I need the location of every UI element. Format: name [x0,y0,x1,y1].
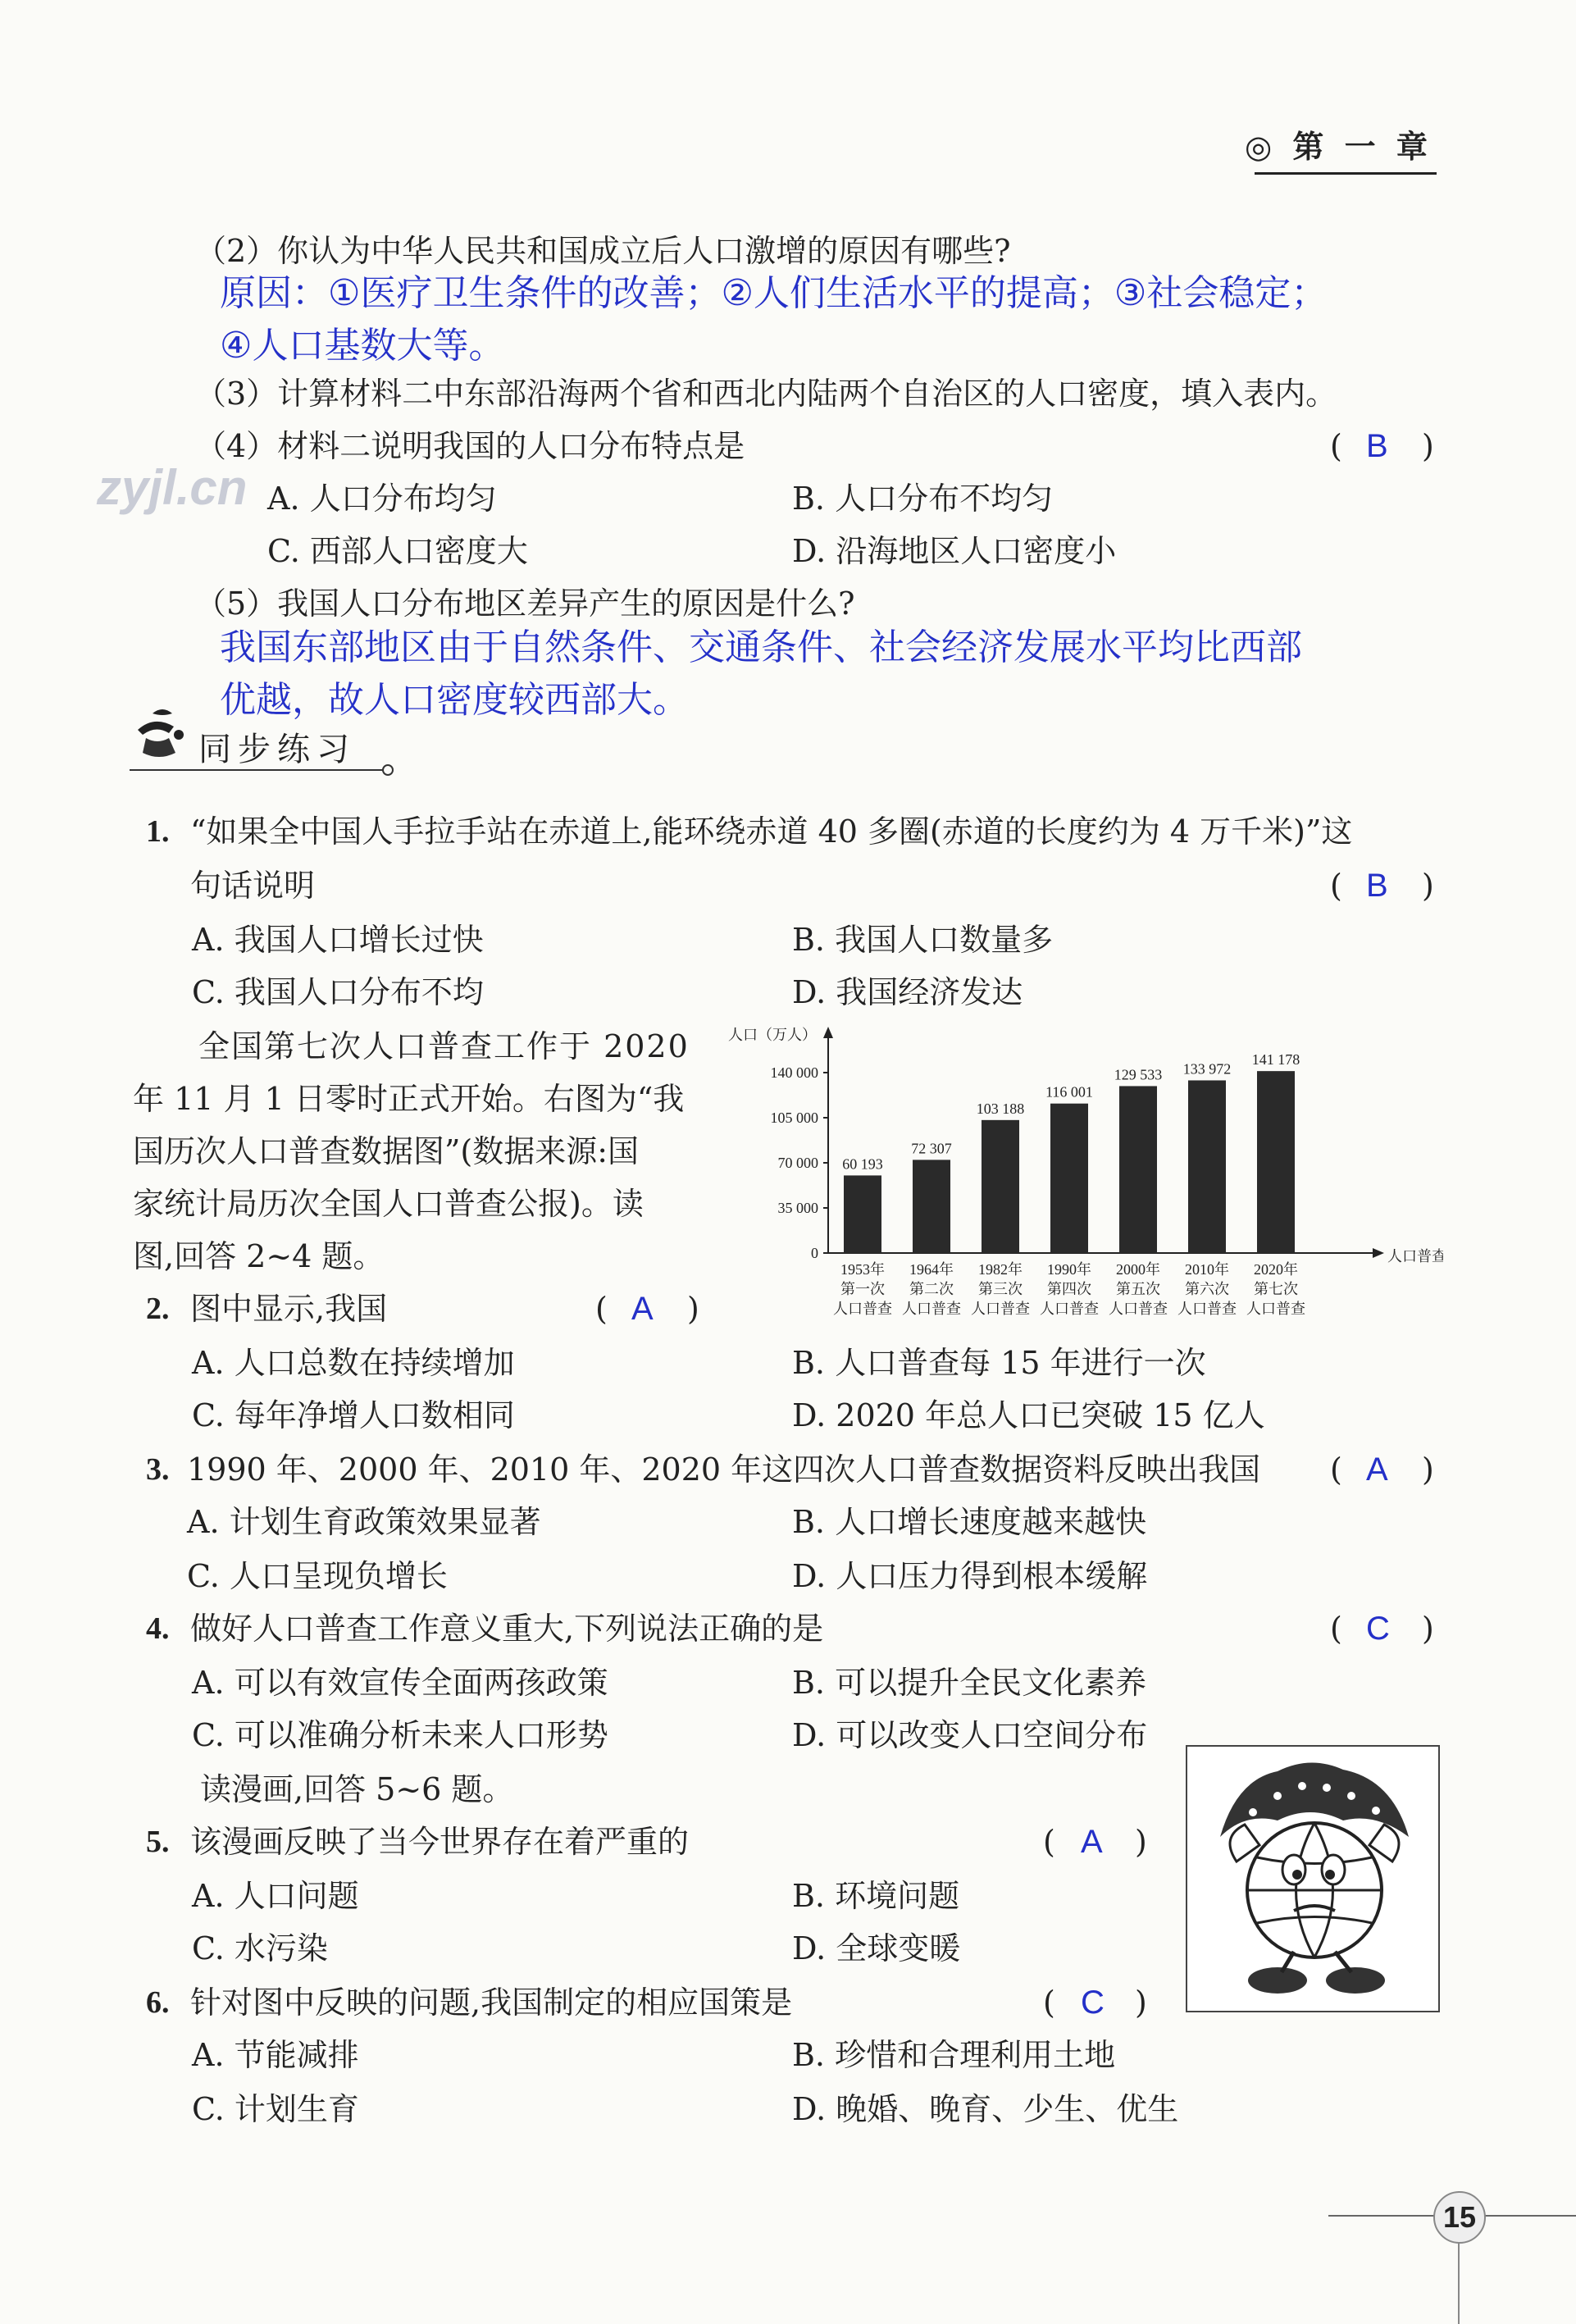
option-ex6-d: D. 晚婚、晚育、少生、优生 [792,2091,1179,2127]
exercise-3-text: 1990 年、2000 年、2010 年、2020 年这四次人口普查数据资料反映出我国 [187,1451,1261,1488]
chart-category-label: 1964年 [909,1261,954,1278]
option-ex2-b: B. 人口普查每 15 年进行一次 [792,1345,1206,1381]
option-q4-c: C. 西部人口密度大 [267,533,528,569]
option-q4-b: B. 人口分布不均匀 [792,481,1054,517]
section-underline-dot [382,764,394,776]
intro-line-3: 国历次人口普查数据图”(数据来源:国 [133,1133,640,1169]
chart-y-axis-arrow [823,1027,833,1038]
chart-category-label: 2020年 [1254,1261,1298,1278]
chart-category-label: 1990年 [1047,1261,1091,1278]
chart-category-label: 第三次 [978,1281,1023,1297]
census-chart [722,1023,1443,1335]
intro-line-2: 年 11 月 1 日零时正式开始。右图为“我 [133,1081,685,1117]
option-q4-d: D. 沿海地区人口密度小 [792,533,1117,569]
chart-x-axis-arrow [1373,1248,1384,1258]
option-ex1-b: B. 我国人口数量多 [792,922,1054,958]
section-underline [130,769,384,771]
chart-category-label: 1953年 [840,1261,885,1278]
option-ex5-a: A. 人口问题 [192,1878,359,1914]
exercise-4-text: 做好人口普查工作意义重大,下列说法正确的是 [190,1611,824,1647]
census-chart-svg [722,1023,1443,1335]
answer-q4: B [1366,428,1388,464]
chart-bar [1257,1071,1295,1253]
answer-ex2: A [631,1291,654,1327]
exercise-5-number: 5. [146,1825,170,1859]
intro-line-4: 家统计局历次全国人口普查公报)。读 [133,1186,644,1222]
chart-bar [1119,1086,1157,1253]
exercise-6-text: 针对图中反映的问题,我国制定的相应国策是 [190,1985,793,2021]
question-3-text: （3）计算材料二中东部沿海两个省和西北内陆两个自治区的人口密度，填入表内。 [195,376,1337,412]
question-5-answer-line2: 优越，故人口密度较西部大。 [220,679,689,721]
page-number-circle [1433,2191,1486,2244]
chart-category-label: 人口普查 [833,1301,892,1317]
chart-category-label: 第二次 [909,1281,954,1297]
exercise-2-number: 2. [146,1292,170,1326]
exercise-1-line2: 句话说明 [190,868,316,904]
footer-vertical-rule [1458,2242,1460,2324]
chart-bar [844,1175,881,1253]
exercise-4-number: 4. [146,1611,170,1646]
question-5-answer-line1: 我国东部地区由于自然条件、交通条件、社会经济发展水平均比西部 [220,627,1302,668]
chart-y-tick-label: 105 000 [770,1110,818,1126]
chart-value-label: 60 193 [842,1155,883,1173]
option-ex4-b: B. 可以提升全民文化素养 [792,1665,1147,1701]
option-ex3-c: C. 人口呈现负增长 [187,1558,448,1594]
chart-category-label: 2000年 [1116,1261,1160,1278]
option-ex1-d: D. 我国经济发达 [792,974,1023,1010]
exercise-1-line1: “如果全中国人手拉手站在赤道上,能环绕赤道 40 多圈(赤道的长度约为 4 万千米)”这 [190,813,1353,850]
question-2-answer-line1: 原因：①医疗卫生条件的改善；②人们生活水平的提高；③社会稳定； [220,272,1328,314]
option-q4-a: A. 人口分布均匀 [267,481,497,517]
chart-bar [1050,1104,1088,1253]
chart-category-label: 第五次 [1116,1281,1160,1297]
answer-ex4: C [1366,1611,1390,1647]
chart-y-tick-label: 140 000 [770,1064,818,1081]
section-title: 同步练习 [198,731,356,768]
question-4-text: （4）材料二说明我国的人口分布特点是 [195,428,745,464]
chart-category-label: 第四次 [1047,1281,1091,1297]
chart-y-tick-label: 35 000 [777,1200,818,1216]
option-ex6-a: A. 节能减排 [192,2037,359,2073]
chart-category-label: 第一次 [840,1281,885,1297]
chart-bar [1188,1080,1226,1253]
option-ex3-d: D. 人口压力得到根本缓解 [792,1558,1148,1594]
chart-category-label: 2010年 [1185,1261,1229,1278]
chart-x-label: 人口普查 [1387,1248,1443,1265]
chart-y-tick-label: 70 000 [777,1155,818,1171]
option-ex2-a: A. 人口总数在持续增加 [192,1345,515,1381]
answer-ex5: A [1081,1824,1103,1860]
exercise-1-number: 1. [146,814,170,849]
question-2-answer-line2: ④人口基数大等。 [220,325,505,367]
answer-ex3: A [1366,1451,1388,1488]
chart-category-label: 1982年 [978,1261,1023,1278]
question-2-text: （2）你认为中华人民共和国成立后人口激增的原因有哪些? [195,233,1011,269]
chart-category-label: 第六次 [1185,1281,1229,1297]
intro-line-5: 图,回答 2~4 题。 [133,1238,385,1274]
chart-category-label: 人口普查 [902,1301,961,1317]
exercise-5-text: 该漫画反映了当今世界存在着严重的 [190,1824,690,1860]
cartoon-intro: 读漫画,回答 5~6 题。 [200,1771,514,1807]
option-ex3-a: A. 计划生育政策效果显著 [187,1504,541,1540]
option-ex1-a: A. 我国人口增长过快 [192,922,484,958]
chart-bar [913,1160,950,1253]
option-ex3-b: B. 人口增长速度越来越快 [792,1504,1147,1540]
chart-category-label: 人口普查 [1246,1301,1305,1317]
chart-y-tick-label: 0 [811,1245,818,1261]
option-ex4-a: A. 可以有效宣传全面两孩政策 [192,1665,608,1701]
option-ex4-d: D. 可以改变人口空间分布 [792,1717,1148,1753]
chart-bar [982,1120,1019,1253]
chart-category-label: 人口普查 [971,1301,1030,1317]
crowded-earth-cartoon-icon [1187,1747,1438,2011]
chart-category-label: 第七次 [1254,1281,1298,1297]
chart-y-label: 人口（万人） [728,1027,817,1043]
chart-value-label: 103 188 [976,1100,1025,1117]
chart-value-label: 129 533 [1114,1066,1163,1083]
exercise-2-text: 图中显示,我国 [190,1291,388,1327]
exercise-6-number: 6. [146,1985,170,2020]
chart-value-label: 116 001 [1045,1083,1093,1100]
watermark: zyjl.cn [97,460,248,515]
exercise-3-number: 3. [146,1452,170,1487]
option-ex5-c: C. 水污染 [192,1930,328,1966]
chart-category-label: 人口普查 [1109,1301,1168,1317]
option-ex2-d: D. 2020 年总人口已突破 15 亿人 [792,1397,1265,1433]
question-5-text: （5）我国人口分布地区差异产生的原因是什么? [195,586,855,622]
option-ex5-d: D. 全球变暖 [792,1930,961,1966]
chart-value-label: 133 972 [1182,1060,1232,1078]
answer-ex1: B [1366,868,1388,904]
header-rule [1255,172,1437,175]
chapter-header: ◎ 第 一 章 [1245,129,1433,165]
answer-ex6: C [1081,1985,1105,2021]
option-ex5-b: B. 环境问题 [792,1878,960,1914]
intro-line-1: 全国第七次人口普查工作于 2020 [198,1028,690,1064]
chart-value-label: 72 307 [911,1140,952,1157]
option-ex6-c: C. 计划生育 [192,2091,359,2127]
option-ex6-b: B. 珍惜和合理利用土地 [792,2037,1116,2073]
option-ex1-c: C. 我国人口分布不均 [192,974,484,1010]
page-number: 15 [1442,2200,1477,2234]
section-icon [130,705,195,763]
chart-category-label: 人口普查 [1040,1301,1099,1317]
option-ex4-c: C. 可以准确分析未来人口形势 [192,1717,608,1753]
cartoon-image [1186,1745,1440,2012]
option-ex2-c: C. 每年净增人口数相同 [192,1397,515,1433]
chart-value-label: 141 178 [1251,1051,1300,1069]
chart-category-label: 人口普查 [1177,1301,1237,1317]
